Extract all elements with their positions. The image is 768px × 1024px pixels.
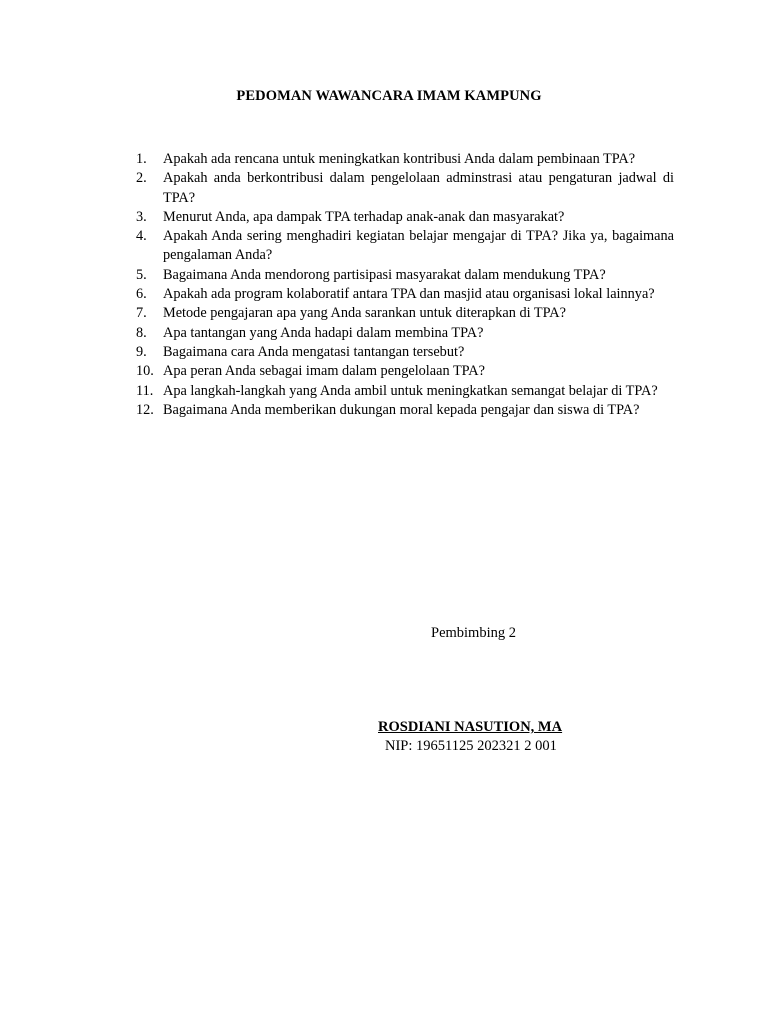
question-item — [136, 401, 674, 420]
question-number: 5. — [136, 266, 147, 283]
question-number: 6. — [136, 286, 147, 303]
question-number: 7. — [136, 305, 147, 322]
question-item — [136, 304, 674, 323]
question-number: 8. — [136, 324, 147, 341]
question-item — [136, 208, 674, 227]
question-text: Apakah Anda sering menghadiri kegiatan belajar mengajar di TPA? Jika ya, bagaimana pengalaman Anda? — [163, 228, 674, 264]
question-number: 4. — [136, 228, 147, 245]
question-number: 2. — [136, 170, 147, 187]
question-item — [136, 150, 674, 169]
question-text: Apa peran Anda sebagai imam dalam pengelolaan TPA? — [163, 363, 485, 380]
question-text: Menurut Anda, apa dampak TPA terhadap anak-anak dan masyarakat? — [163, 208, 565, 225]
question-item — [136, 266, 674, 285]
question-number: 9. — [136, 343, 147, 360]
question-text: Apa langkah-langkah yang Anda ambil untuk meningkatkan semangat belajar di TPA? — [163, 382, 658, 399]
question-number: 10. — [136, 363, 154, 380]
question-item — [136, 343, 674, 362]
supervisor-role: Pembimbing 2 — [431, 625, 516, 641]
supervisor-name: ROSDIANI NASUTION, MA — [378, 719, 563, 735]
question-item — [136, 382, 674, 401]
question-item — [136, 324, 674, 343]
question-list — [136, 150, 674, 420]
question-text: Apakah anda berkontribusi dalam pengelolaan adminstrasi atau pengaturan jadwal di TPA? — [163, 170, 674, 206]
question-text: Bagaimana Anda memberikan dukungan moral kepada pengajar dan siswa di TPA? — [163, 401, 640, 418]
question-number: 12. — [136, 401, 154, 418]
question-number: 11. — [136, 382, 154, 399]
question-text: Bagaimana cara Anda mengatasi tantangan tersebut? — [163, 343, 465, 360]
question-item — [136, 362, 674, 381]
question-item — [136, 169, 674, 208]
question-text: Metode pengajaran apa yang Anda sarankan untuk diterapkan di TPA? — [163, 305, 566, 322]
supervisor-nip: NIP: 19651125 202321 2 001 — [385, 738, 557, 754]
question-item — [136, 227, 674, 266]
question-number: 1. — [136, 151, 147, 167]
question-text: Bagaimana Anda mendorong partisipasi masyarakat dalam mendukung TPA? — [163, 266, 606, 283]
question-text: Apakah ada rencana untuk meningkatkan kontribusi Anda dalam pembinaan TPA? — [163, 151, 636, 167]
question-text: Apakah ada program kolaboratif antara TPA dan masjid atau organisasi lokal lainnya? — [163, 286, 655, 303]
question-number: 3. — [136, 208, 147, 225]
document-title: PEDOMAN WAWANCARA IMAM KAMPUNG — [236, 88, 542, 104]
question-item — [136, 285, 674, 304]
question-text: Apa tantangan yang Anda hadapi dalam membina TPA? — [163, 324, 484, 341]
